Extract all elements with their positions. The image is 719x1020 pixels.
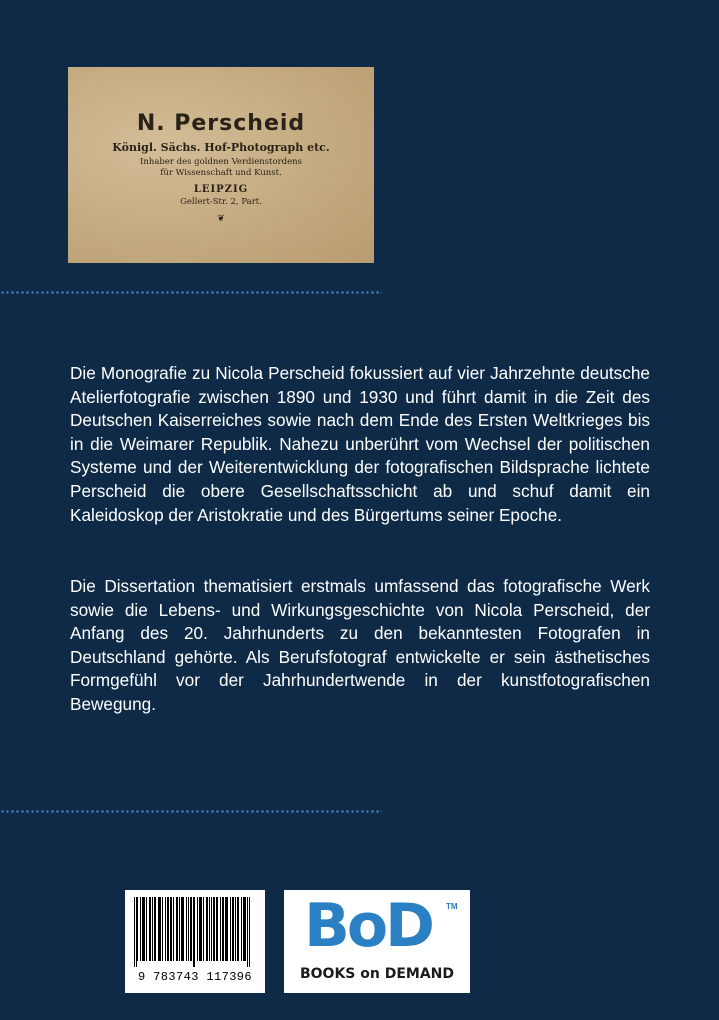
barcode-bar (149, 897, 150, 961)
barcode-bars-icon (134, 897, 256, 967)
barcode-bar (167, 897, 168, 961)
barcode-bar (160, 897, 161, 961)
card-title: Königl. Sächs. Hof-Photograph etc. (112, 141, 330, 154)
barcode-bar (220, 897, 221, 961)
barcode-bar (222, 897, 223, 961)
barcode-bar (249, 897, 250, 967)
barcode-bar (233, 897, 234, 961)
barcode-bar (155, 897, 156, 961)
barcode-bar (241, 897, 242, 961)
barcode-bar (245, 897, 246, 961)
barcode-bar (136, 897, 137, 967)
barcode-bar (244, 897, 245, 961)
barcode-bar (214, 897, 215, 961)
barcode-bar (238, 897, 239, 961)
barcode-bar (226, 897, 227, 961)
barcode-bar (183, 897, 184, 961)
barcode-bar (227, 897, 228, 961)
barcode-bar (173, 897, 174, 961)
barcode-bar (134, 897, 135, 967)
barcode-bar (194, 897, 195, 967)
barcode-bar (201, 897, 202, 961)
card-award-line1: Inhaber des goldnen Verdienstordens (140, 157, 302, 167)
barcode-bar (158, 897, 159, 961)
barcode-bar (176, 897, 177, 961)
publisher-logo (284, 890, 470, 993)
card-award-line2: für Wissenschaft und Kunst. (160, 168, 282, 178)
barcode-bar (207, 897, 208, 961)
barcode-bar (237, 897, 238, 961)
description-paragraph-1: Die Monografie zu Nicola Perscheid fokussiert auf vier Jahrzehnte deutsche Atelierfotografie zwischen 1890 und 1930 und führt damit in die Zeit des Deutschen Kaiserreiches sowie nach dem Ende des Ersten Weltkrieges bis in die Weimarer Republik. Nahezu unberührt vom Wechsel der politischen Systeme und der Weiterentwicklung der fotografischen Bildsprache lichtete Perscheid die obere Gesellschaftsschicht ab und schuf damit ein Kaleidoskop der Aristokratie und des Bürgertums seiner Epoche. (70, 363, 650, 525)
card-address: Gellert-Str. 2, Part. (180, 197, 262, 207)
barcode-bar (230, 897, 231, 961)
barcode-bar (182, 897, 183, 961)
barcode-bar (235, 897, 236, 961)
barcode-bar (143, 897, 144, 961)
barcode-bar (225, 897, 226, 961)
barcode-bar (154, 897, 155, 961)
barcode-bar (188, 897, 189, 961)
barcode-bar (140, 897, 141, 961)
barcode-bar (243, 897, 244, 961)
barcode-bar (217, 897, 218, 961)
barcode-bar (150, 897, 151, 961)
barcode-bar (209, 897, 210, 961)
barcode-bar (206, 897, 207, 961)
barcode-bar (232, 897, 233, 961)
barcode-bar (197, 897, 198, 961)
barcode-bar (181, 897, 182, 961)
barcode-bar (247, 897, 248, 967)
barcode-bar (142, 897, 143, 961)
barcode-bar (152, 897, 153, 961)
barcode-bar (211, 897, 212, 961)
barcode-bar (216, 897, 217, 961)
barcode-bar (203, 897, 204, 961)
barcode-bar (200, 897, 201, 961)
isbn-barcode (125, 890, 265, 993)
barcode-bar (170, 897, 171, 961)
card-ornament-icon: ❦ (217, 213, 225, 223)
barcode-bar (162, 897, 163, 961)
card-name: N. Perscheid (136, 111, 306, 136)
trademark-mark: TM (446, 902, 458, 911)
barcode-bar (144, 897, 145, 961)
description-paragraph-2: Die Dissertation thematisiert erstmals umfassend das fotografische Werk sowie die Lebens- und Wirkungsgeschichte von Nicola Perscheid, der Anfang des 20. Jahrhunderts zu den bekanntesten Fotografen in Deutschland gehörte. Als Berufsfotograf entwickelte er sein ästhetisches Formgefühl vor der Jahrhundertwende in der kunstfotografischen Bewegung. (70, 576, 650, 714)
dotted-divider-bottom (0, 810, 382, 813)
barcode-bar (146, 897, 147, 961)
barcode-bar (186, 897, 187, 961)
barcode-bar (213, 897, 214, 961)
card-city: LEIPZIG (193, 184, 249, 195)
barcode-bar (177, 897, 178, 961)
barcode-bar (179, 897, 180, 961)
dotted-divider-top (0, 291, 382, 294)
visiting-card-image (68, 67, 374, 263)
publisher-tagline: BOOKS on DEMAND (299, 966, 455, 982)
barcode-bar (171, 897, 172, 961)
bod-logo-icon: BoD (304, 891, 432, 961)
barcode-bar (199, 897, 200, 961)
barcode-bar (191, 897, 192, 961)
barcode-bar (190, 897, 191, 961)
barcode-bar (193, 897, 194, 967)
barcode-bar (137, 897, 138, 961)
barcode-bar (165, 897, 166, 961)
barcode-bar (223, 897, 224, 961)
barcode-bar (168, 897, 169, 961)
barcode-bar (159, 897, 160, 961)
isbn-number: 9 783743 117396 (137, 970, 253, 984)
